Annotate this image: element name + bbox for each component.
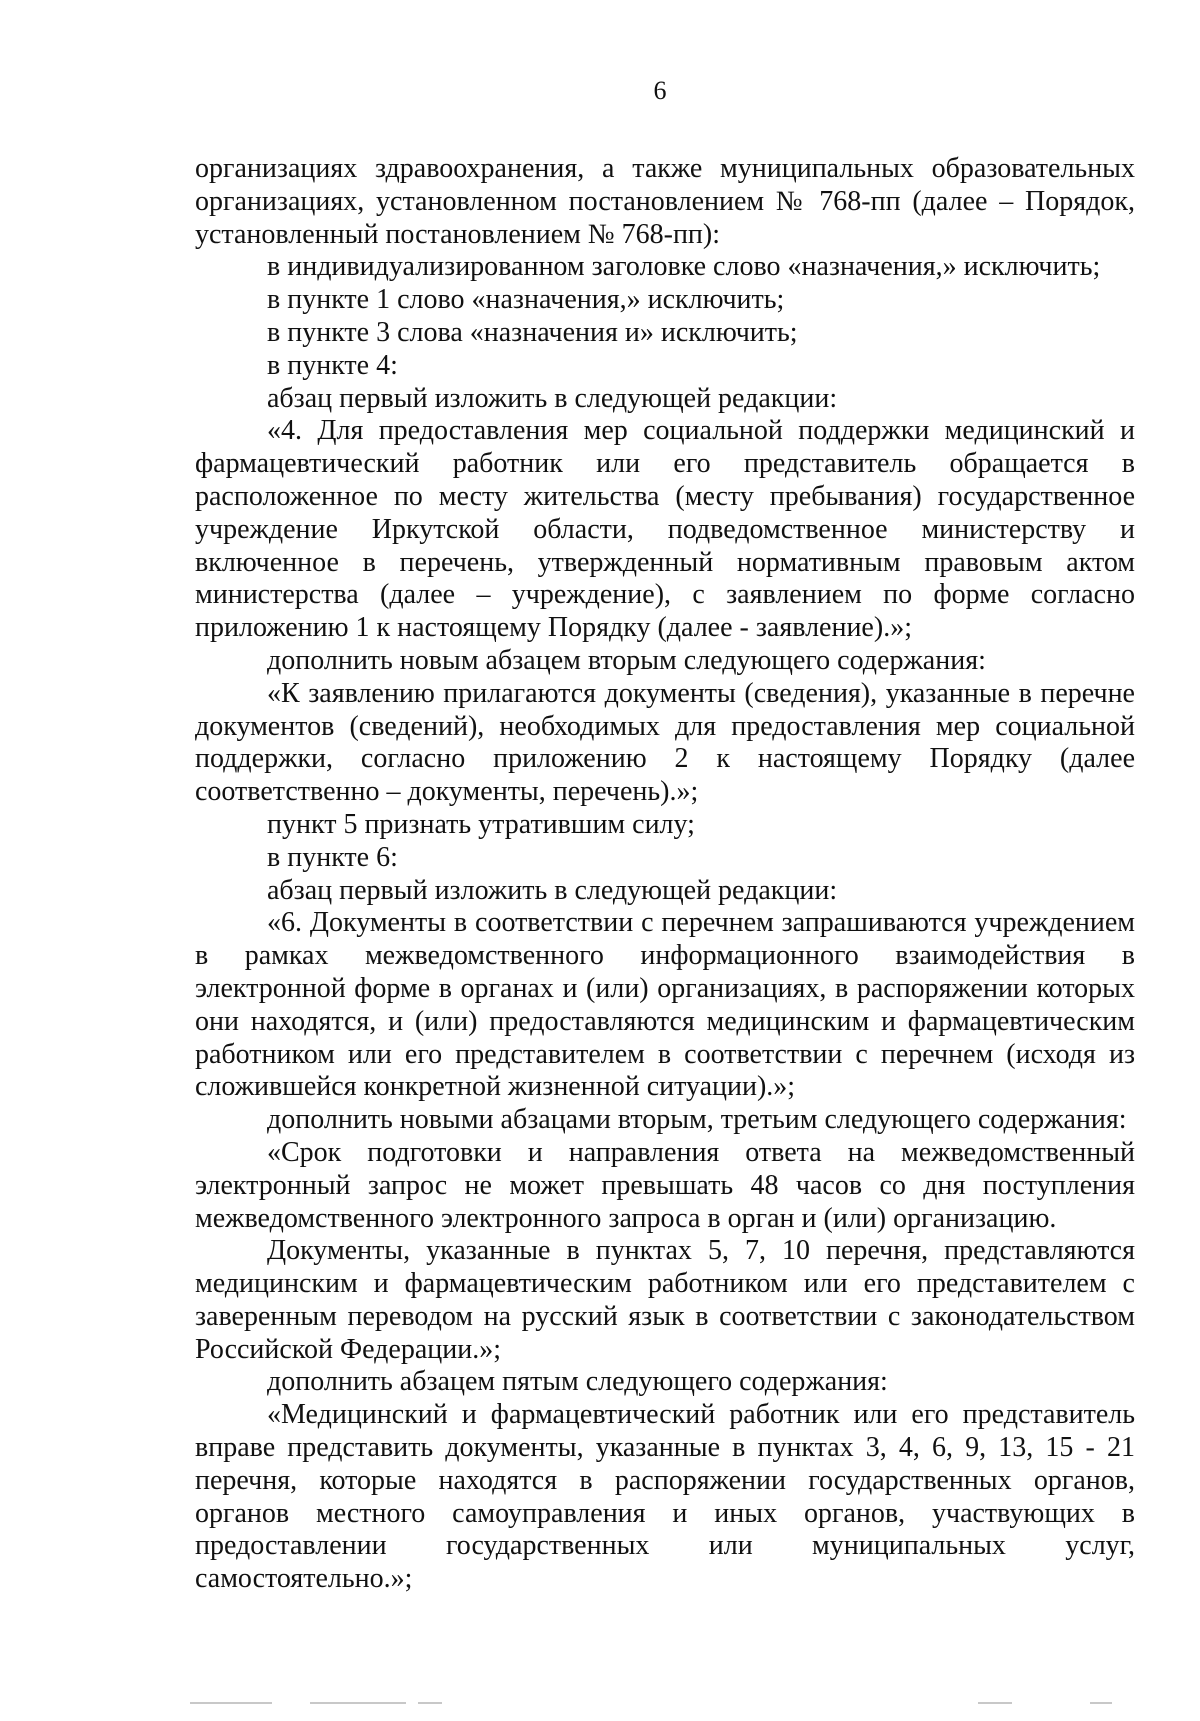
scan-mark bbox=[978, 1702, 1012, 1704]
paragraph: «К заявлению прилагаются документы (сведения), указанные в перечне документов (сведений), необходимых для предоставления мер социальной поддержки, согласно приложению 2 к настоящему Порядку (далее соответственно – документы, перечень).»; bbox=[195, 677, 1135, 808]
paragraph: в индивидуализированном заголовке слово «назначения,» исключить; bbox=[267, 251, 1101, 283]
paragraph: в пункте 4: bbox=[267, 349, 398, 381]
paragraph: дополнить новым абзацем вторым следующего содержания: bbox=[267, 644, 986, 676]
scan-mark bbox=[310, 1702, 406, 1704]
paragraph: абзац первый изложить в следующей редакции: bbox=[267, 874, 838, 906]
paragraph: абзац первый изложить в следующей редакции: bbox=[267, 382, 838, 414]
paragraph: в пункте 3 слова «назначения и» исключить; bbox=[267, 316, 798, 348]
paragraph: пункт 5 признать утратившим силу; bbox=[267, 808, 695, 840]
page-number: 6 bbox=[653, 76, 667, 105]
scan-mark bbox=[1090, 1702, 1112, 1704]
paragraph: организациях здравоохранения, а также муниципальных образовательных организациях, установленном постановлением № 768-пп (далее – Порядок, установленный постановлением № 768-пп): bbox=[195, 153, 1135, 250]
paragraph: в пункте 6: bbox=[267, 841, 398, 873]
paragraph: «Медицинский и фармацевтический работник или его представитель вправе представить документы, указанные в пунктах 3, 4, 6, 9, 13, 15 - 21 перечня, которые находятся в распоряжении государственных органов, органов местного самоуправления и иных органов, участвующих в предоставлении государственных или муниципальных услуг, самостоятельно.»; bbox=[195, 1399, 1135, 1595]
paragraph: дополнить абзацем пятым следующего содержания: bbox=[267, 1366, 888, 1398]
scan-mark bbox=[418, 1702, 442, 1704]
document-body bbox=[195, 153, 1135, 1596]
paragraph: «Срок подготовки и направления ответа на межведомственный электронный запрос не может превышать 48 часов со дня поступления межведомственного электронного запроса в орган и (или) организацию. bbox=[195, 1136, 1135, 1234]
paragraph: «6. Документы в соответствии с перечнем запрашиваются учреждением в рамках межведомственного информационного взаимодействия в электронной форме в органах и (или) организациях, в распоряжении которых они находятся, и (или) предоставляются медицинским и фармацевтическим работником или его представителем в соответствии с перечнем (исходя из сложившейся конкретной жизненной ситуации).»; bbox=[195, 907, 1135, 1103]
paragraph: Документы, указанные в пунктах 5, 7, 10 перечня, представляются медицинским и фармацевтическим работником или его представителем с заверенным переводом на русский язык в соответствии с законодательством Российской Федерации.»; bbox=[195, 1235, 1135, 1365]
paragraph: дополнить новыми абзацами вторым, третьим следующего содержания: bbox=[267, 1104, 1127, 1136]
scan-artifact-marks bbox=[0, 1698, 1200, 1708]
scan-mark bbox=[190, 1702, 272, 1704]
paragraph: в пункте 1 слово «назначения,» исключить; bbox=[267, 284, 785, 316]
paragraph: «4. Для предоставления мер социальной поддержки медицинский и фармацевтический работник или его представитель обращается в расположенное по месту жительства (месту пребывания) государственное учреждение Иркутской области, подведомственное министерству и включенное в перечень, утвержденный нормативным правовым актом министерства (далее – учреждение), с заявлением по форме согласно приложению 1 к настоящему Порядку (далее - заявление).»; bbox=[195, 415, 1135, 644]
